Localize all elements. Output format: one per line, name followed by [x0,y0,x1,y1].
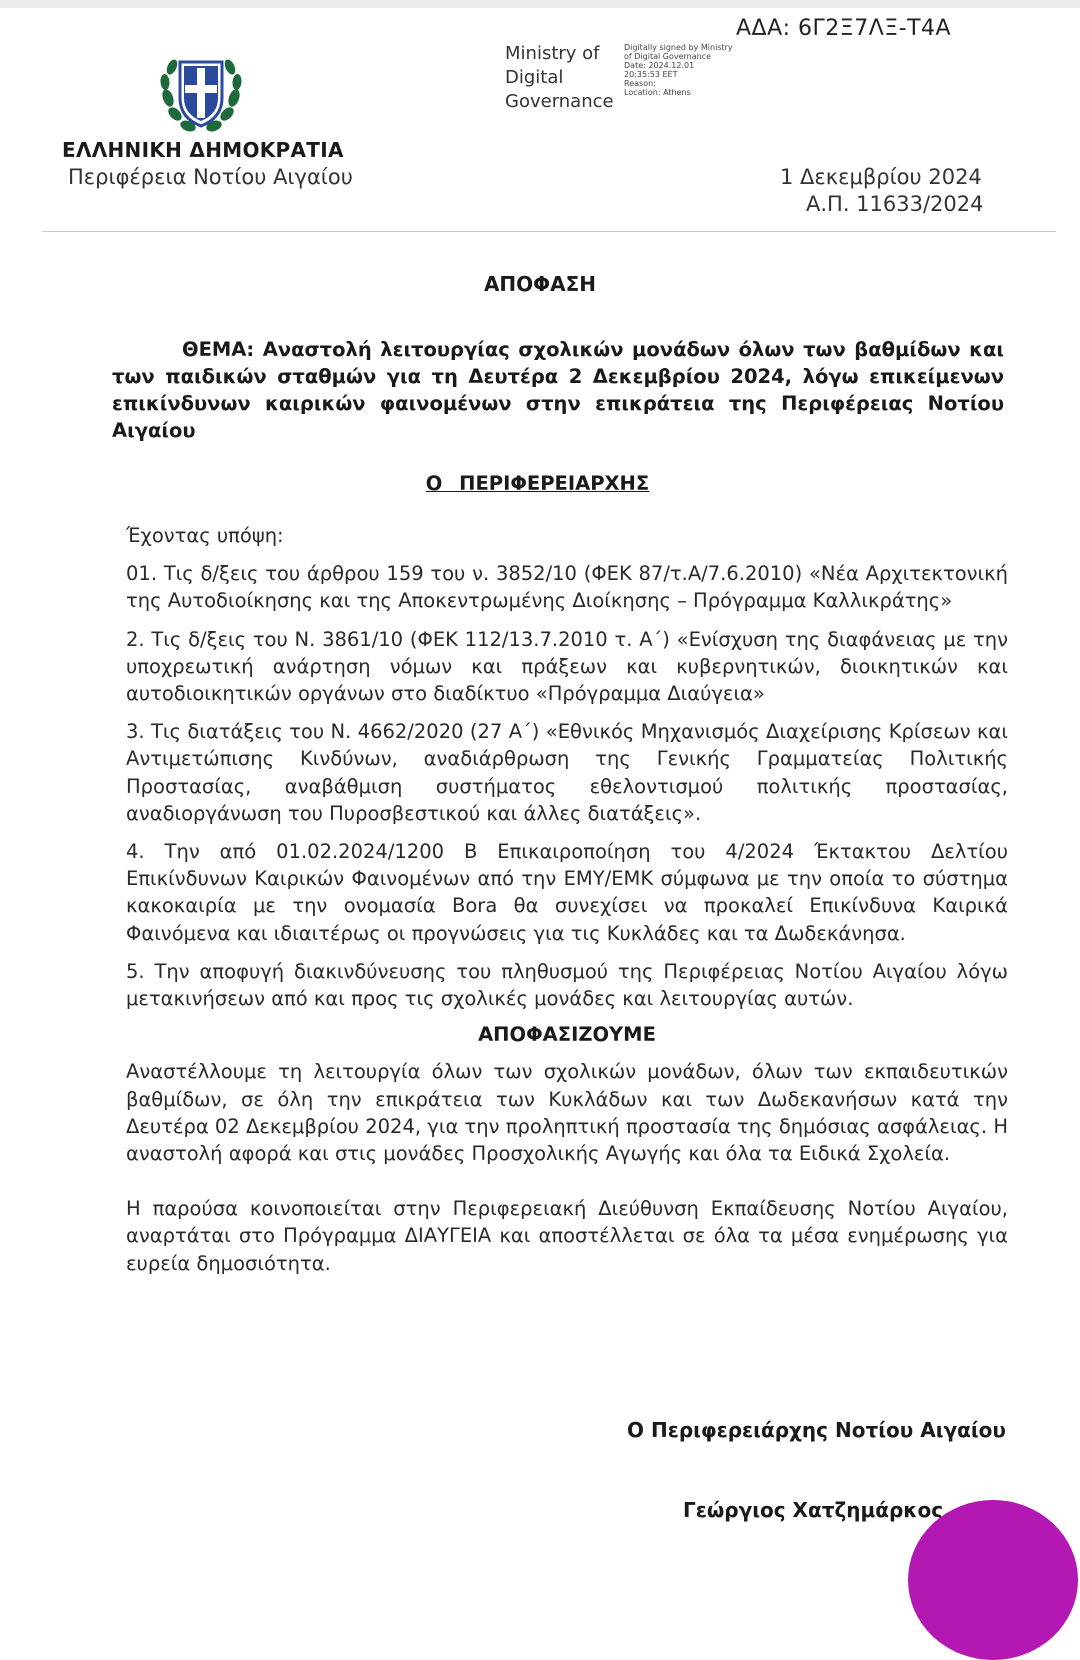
document-subject: ΘΕΜΑ: Αναστολή λειτουργίας σχολικών μονάδων όλων των βαθμίδων και των παιδικών σταθμών για τη Δευτέρα 2 Δεκεμβρίου 2024, λόγω επικείμενων επικίνδυνων καιρικών φαινομένων στην επικράτεια της Περιφέρειας Νοτίου Αιγαίου [112,338,1004,442]
consideration-item: 5. Την αποφυγή διακινδύνευσης του πληθυσμού της Περιφέρειας Νοτίου Αιγαίου λόγω μετακινήσεων από και προς τις σχολικές μονάδες και λειτουργίας αυτών. [126,959,1008,1011]
ada-code: ΑΔΑ: 6Γ2Ξ7ΛΞ-Τ4Α [736,16,952,41]
top-edge-strip [0,0,1080,8]
protocol-number: Α.Π. 11633/2024 [806,192,984,216]
signature-line: 20:35:53 EET [624,70,678,79]
signature-line: of Digital Governance [624,52,712,61]
issuer-republic: ΕΛΛΗΝΙΚΗ ΔΗΜΟΚΡΑΤΙΑ [62,138,344,162]
signature-line: Reason: [624,79,656,88]
signature-line: Date: 2024.12.01 [624,61,695,70]
distribution-paragraph: Η παρούσα κοινοποιείται στην Περιφερειακή Διεύθυνση Εκπαίδευσης Νοτίου Αιγαίου, αναρτάται στο Πρόγραμμα ΔΙΑΥΓΕΙΑ και αποστέλλεται σε όλα τα μέσα ενημέρωσης για ευρεία δημοσιότητα. [126,1197,1008,1275]
consideration-item: 01. Τις δ/ξεις του άρθρου 159 του ν. 3852/10 (ΦΕΚ 87/τ.Α/7.6.2010) «Νέα Αρχιτεκτονική της Αυτοδιοίκησης και της Αποκεντρωμένης Διοίκησης – Πρόγραμμα Καλλικράτης» [126,562,1008,613]
consideration-item: 4. Την από 01.02.2024/1200 Β Επικαιροποίηση του 4/2024 Έκτακτου Δελτίου Επικίνδυνων Καιρικών Φαινομένων από την ΕΜΥ/ΕΜΚ σύμφωνα με την οποία το σύστημα κακοκαιρία με την ονομασία Bora θα συνεχίσει να προκαλεί Επικίνδυνα Καιρικά Φαινόμενα και ιδιαιτέρως οι προγνώσεις για τις Κυκλάδες και τα Δωδεκάνησα. [126,840,1008,945]
ministry-line: Governance [505,91,614,112]
digital-signature-details [624,43,754,97]
signature-line: Location: Athens [624,88,691,97]
header-divider [42,231,1056,232]
document-title: ΑΠΟΦΑΣΗ [483,272,597,296]
ministry-line: Ministry of [505,43,600,64]
regional-governor-heading: Ο ΠΕΡΙΦΕΡΕΙΑΡΧΗΣ [425,472,650,495]
decision-paragraph: Αναστέλλουμε τη λειτουργία όλων των σχολικών μονάδων, όλων των εκπαιδευτικών βαθμίδων, σε όλη την επικράτεια των Κυκλάδων και των Δωδεκανήσων κατά την Δευτέρα 02 Δεκεμβρίου 2024, για την προληπτική προστασία της δημόσιας ασφάλειας. Η αναστολή αφορά και στις μονάδες Προσχολικής Αγωγής και όλα τα Ειδικά Σχολεία. [126,1060,1008,1166]
issuer-region: Περιφέρεια Νοτίου Αιγαίου [68,165,353,189]
magenta-overlay-circle [908,1500,1078,1660]
consideration-item: 2. Τις δ/ξεις του Ν. 3861/10 (ΦΕΚ 112/13.7.2010 τ. Α΄) «Ενίσχυση της διαφάνειας με την υποχρεωτική ανάρτηση νόμων και πράξεων και κυβερνητικών, διοικητικών και αυτοδιοικητικών οργάνων στο διαδίκτυο «Πρόγραμμα Διαύγεια» [126,627,1008,706]
greek-coat-of-arms-icon [156,48,246,138]
decision-heading: ΑΠΟΦΑΣΙΖΟΥΜΕ [478,1023,656,1047]
signature-line: Digitally signed by Ministry [624,43,733,52]
signer-name: Γεώργιος Χατζημάρκος [683,1498,944,1522]
ministry-signature-label [505,42,614,114]
document-body [126,522,1008,1288]
document-date: 1 Δεκεμβρίου 2024 [780,165,982,189]
ministry-line: Digital [505,67,564,88]
signer-title: Ο Περιφερειάρχης Νοτίου Αιγαίου [627,1418,1006,1442]
considering-intro: Έχοντας υπόψη: [126,524,284,547]
consideration-item: 3. Τις διατάξεις του Ν. 4662/2020 (27 Α΄) «Εθνικός Μηχανισμός Διαχείρισης Κρίσεων και Αντιμετώπισης Κινδύνων, αναδιάρθρωση της Γενικής Γραμματείας Πολιτικής Προστασίας, αναβάθμιση συστήματος εθελοντισμού πολιτικής προστασίας, αναδιοργάνωση του Πυροσβεστικού και άλλες διατάξεις». [126,720,1008,825]
